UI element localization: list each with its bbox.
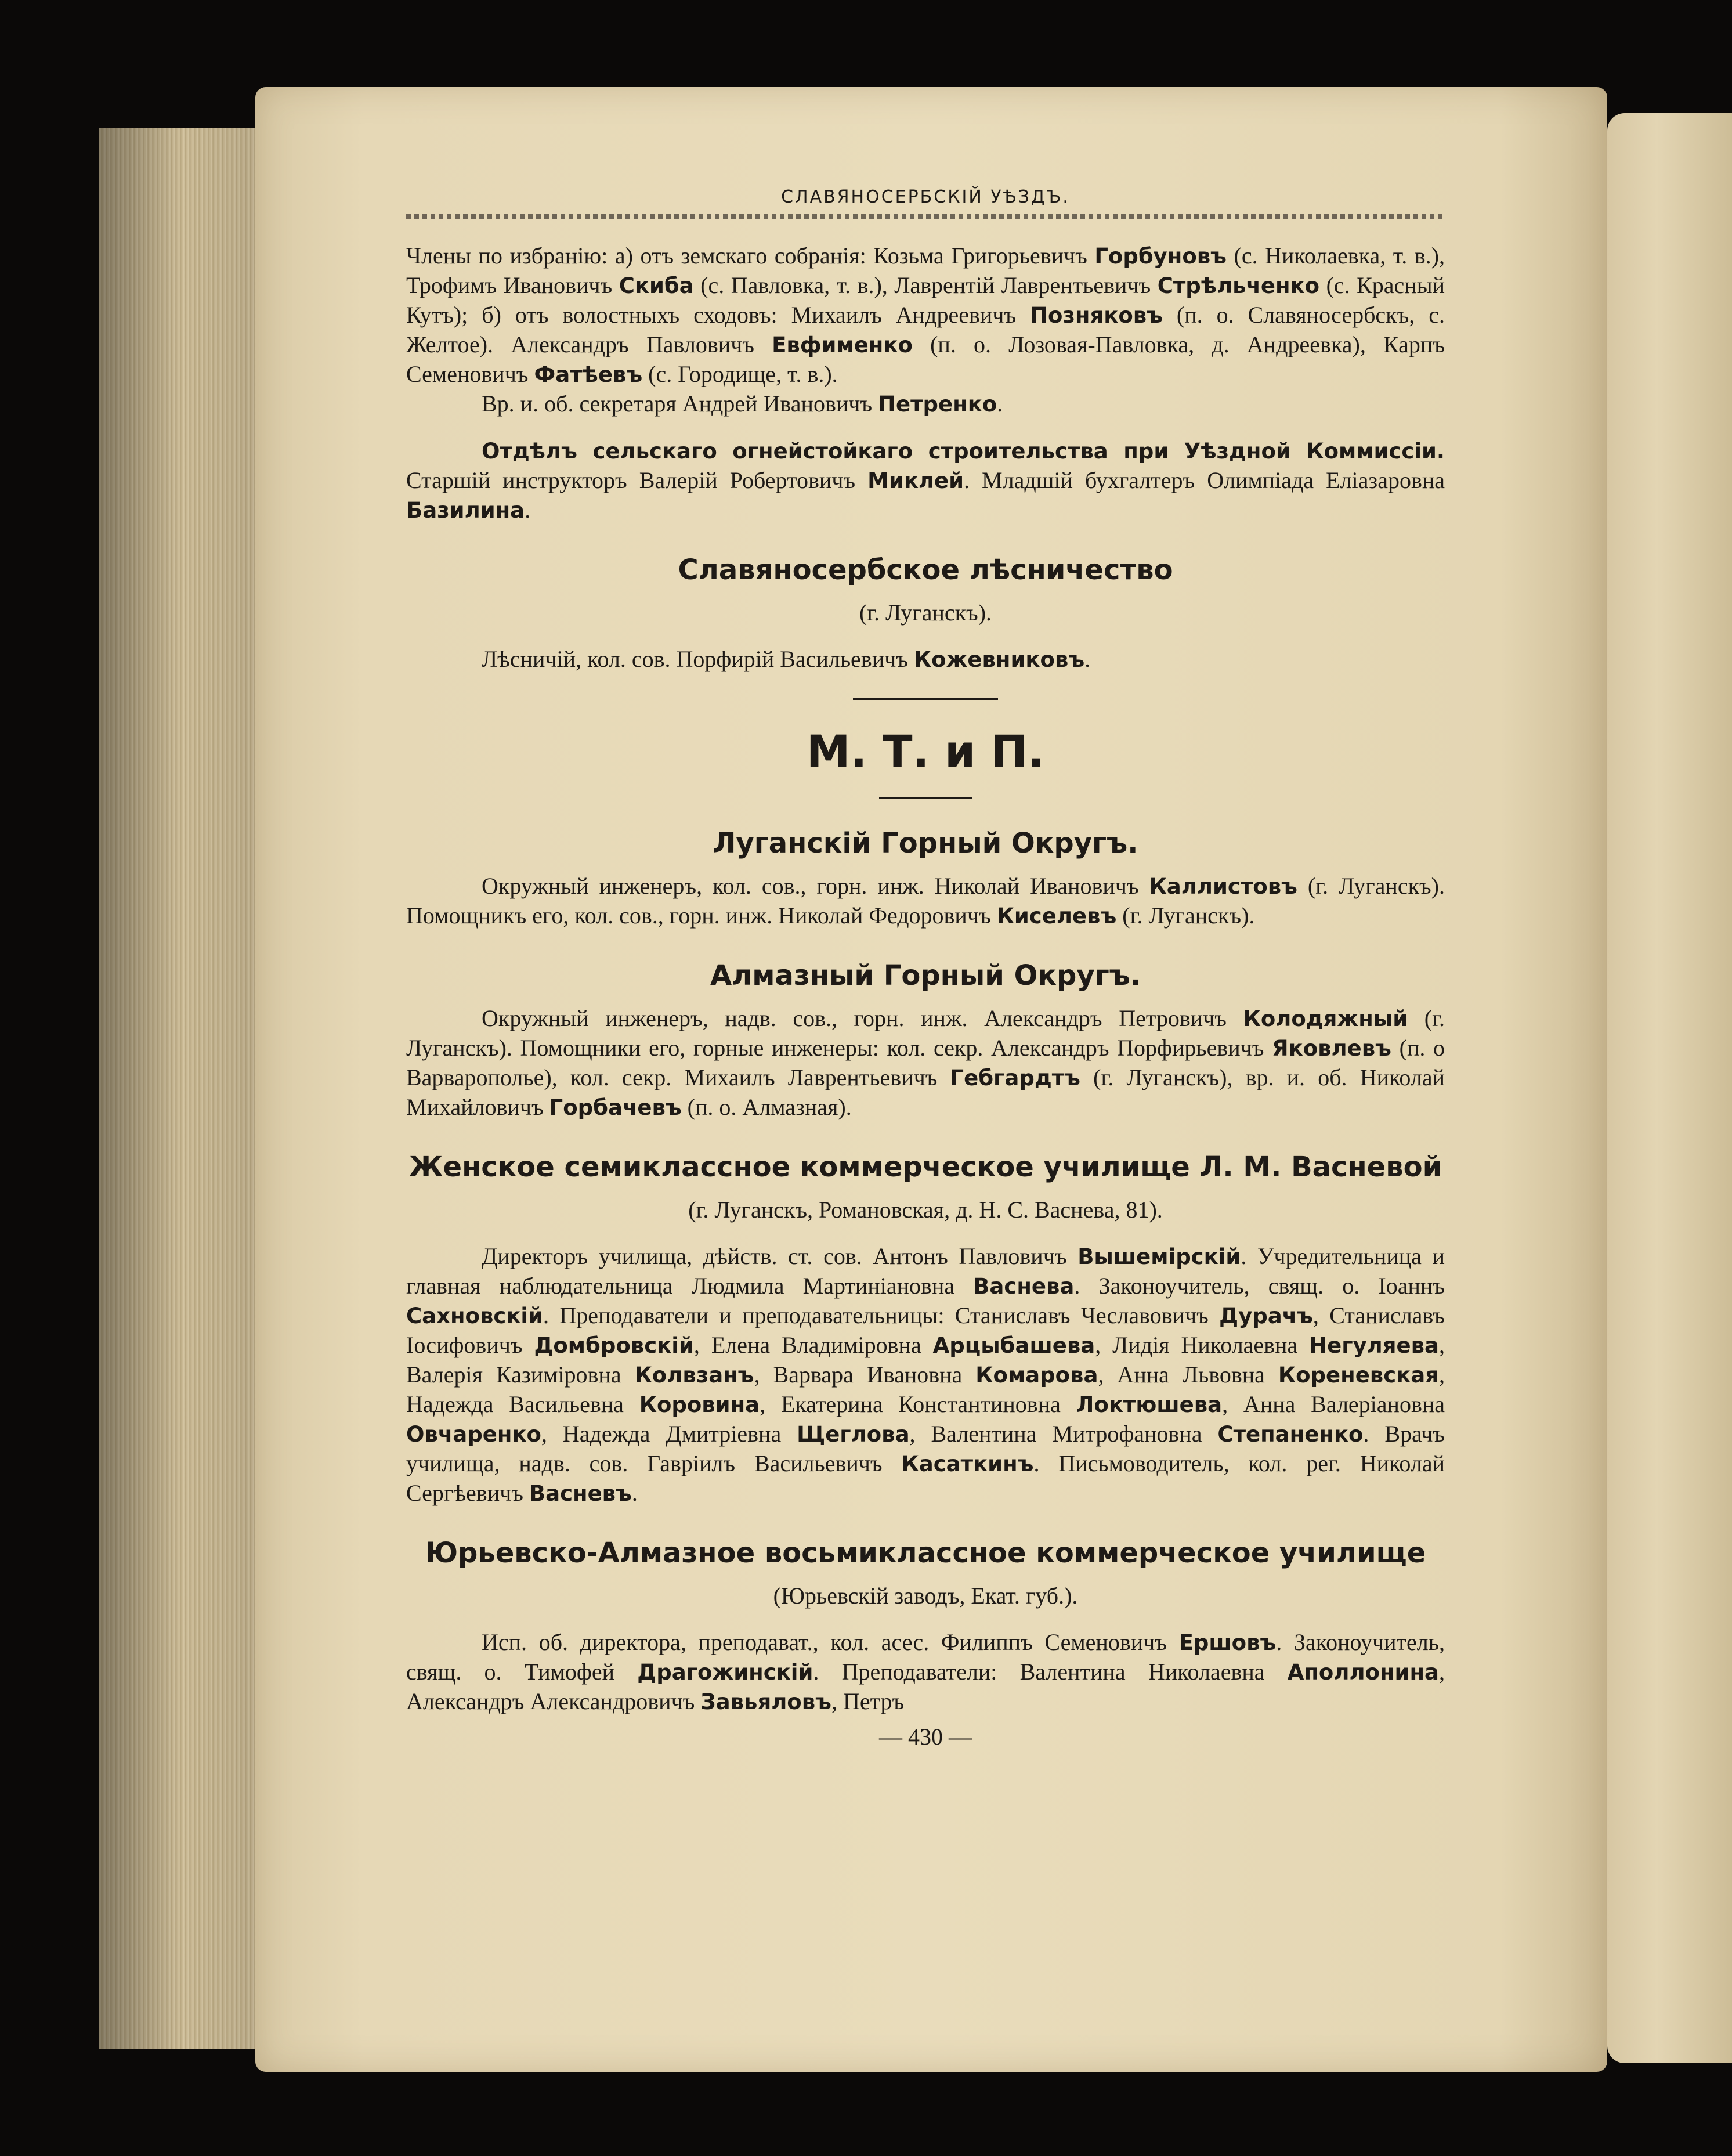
bold-name: Киселевъ xyxy=(996,904,1117,929)
bold-name: Домбровскій xyxy=(534,1333,694,1358)
text-run: Окружный инженеръ, надв. сов., горн. инж. Александръ Петровичъ xyxy=(482,1005,1243,1031)
text-run: . xyxy=(1084,646,1091,672)
lugansk-district-title: Луганскій Горный Округъ. xyxy=(713,827,1138,859)
bold-name: Комарова xyxy=(975,1363,1098,1388)
construction-department-paragraph xyxy=(406,436,1445,525)
text-run: , Александръ Александровичъ xyxy=(406,1659,1445,1714)
text-run: , Валентина Митрофановна xyxy=(909,1421,1218,1447)
text-run: (г. Луганскъ). xyxy=(1116,902,1255,929)
text-run: Вр. и. об. секретаря Андрей Ивановичъ xyxy=(482,391,878,417)
text-run: , Валерія Казиміровна xyxy=(406,1332,1445,1388)
text-run: (г. Луганскъ). Помощникъ его, кол. сов., горн. инж. Николай Федоровичъ xyxy=(406,873,1445,929)
secretary-paragraph xyxy=(406,389,1445,419)
bold-name: Негуляева xyxy=(1309,1333,1439,1358)
bold-name: Горбуновъ xyxy=(1094,244,1227,269)
forestry-text xyxy=(406,645,1445,674)
text-run: (с. Николаевка, т. в.), Трофимъ Ивановичъ xyxy=(406,243,1445,298)
almaz-district-title: Алмазный Горный Округъ. xyxy=(710,959,1141,992)
bold-name: Миклей xyxy=(867,468,964,493)
bold-name: Овчаренко xyxy=(406,1422,541,1447)
text-run: Старшій инструкторъ Валерій Робертовичъ xyxy=(406,467,868,493)
bold-name: Степаненко xyxy=(1217,1422,1364,1447)
bold-name: Ершовъ xyxy=(1178,1630,1277,1655)
text-run: . xyxy=(631,1480,638,1506)
text-run: Директоръ училища, дѣйств. ст. сов. Антонъ Павловичъ xyxy=(482,1243,1078,1269)
text-run: . Врачъ училища, надв. сов. Гавріилъ Васильевичъ xyxy=(406,1421,1445,1476)
text-run: . Законоучитель, свящ. о. Тимофей xyxy=(406,1629,1445,1685)
text-run: (г. Луганскъ), вр. и. об. Николай Михайловичъ xyxy=(406,1064,1445,1120)
text-run: (п. о. Славяносербскъ, с. Желтое). Александръ Павловичъ xyxy=(406,302,1445,357)
text-run: . Преподаватели: Валентина Николаевна xyxy=(813,1659,1288,1685)
ministry-divider xyxy=(879,797,972,799)
bold-name: Васнева xyxy=(973,1274,1075,1299)
bold-name: Гебгардтъ xyxy=(950,1066,1080,1090)
lugansk-district-text xyxy=(406,872,1445,931)
text-run: , Надежда Дмитріевна xyxy=(541,1421,797,1447)
text-run: (с. Красный Кутъ); б) отъ волостныхъ сходовъ: Михаилъ Андреевичъ xyxy=(406,272,1445,328)
bold-name: Касаткинъ xyxy=(901,1451,1034,1476)
vasneva-school-title: Женское семиклассное коммерческое училище Л. М. Васневой xyxy=(408,1151,1442,1183)
bold-name: Кореневская xyxy=(1278,1363,1439,1388)
text-run: , Елена Владиміровна xyxy=(693,1332,933,1358)
section-divider xyxy=(853,698,998,700)
vasneva-school-address: (г. Луганскъ, Романовская, д. Н. С. Васнева, 81). xyxy=(688,1197,1163,1223)
bold-name: Стрѣльченко xyxy=(1157,273,1320,298)
almaz-district-text xyxy=(406,1004,1445,1122)
text-run: , Надежда Васильевна xyxy=(406,1362,1445,1417)
bold-name: Отдѣлъ сельскаго огнейстойкаго строительства при Уѣздной Коммиссіи. xyxy=(482,439,1445,464)
bold-name: Скиба xyxy=(619,273,694,298)
bold-name: Каллистовъ xyxy=(1149,874,1297,899)
text-run: , Анна Валеріановна xyxy=(1222,1391,1445,1417)
bold-name: Вышемірскій xyxy=(1077,1244,1241,1269)
ministry-heading: М. Т. и П. xyxy=(806,725,1045,777)
bold-name: Арцыбашева xyxy=(932,1333,1095,1358)
bold-name: Дурачъ xyxy=(1219,1303,1313,1328)
bold-name: Драгожинскій xyxy=(637,1660,813,1685)
bold-name: Аполлонина xyxy=(1287,1660,1439,1685)
forestry-address: (г. Луганскъ). xyxy=(859,600,992,626)
text-run: , Станиславъ Іосифовичъ xyxy=(406,1302,1445,1358)
text-run: . Младшій бухгалтеръ Олимпіада Еліазаровна xyxy=(964,467,1445,493)
text-run: . Преподаватели и преподавательницы: Станиславъ Чеславовичъ xyxy=(543,1302,1220,1328)
bold-name: Васневъ xyxy=(529,1481,632,1506)
text-run: (г. Луганскъ). Помощники его, горные инженеры: кол. секр. Александръ Порфирьевичъ xyxy=(406,1005,1445,1061)
yurievsk-school-address: (Юрьевскій заводъ, Екат. губ.). xyxy=(773,1583,1078,1609)
text-run: (с. Городище, т. в.). xyxy=(642,361,838,387)
forestry-title: Славяносербское лѣсничество xyxy=(678,554,1173,586)
page-number: — 430 — xyxy=(879,1724,972,1750)
text-run: Окружный инженеръ, кол. сов., горн. инж. Николай Ивановичъ xyxy=(482,873,1149,899)
text-run: . Законоучитель, свящ. о. Іоаннъ xyxy=(1074,1273,1445,1299)
text-run: Лѣсничій, кол. сов. Порфирій Васильевичъ xyxy=(482,646,914,672)
bold-name: Петренко xyxy=(878,392,997,417)
text-run: (п. о. Лозовая-Павловка, д. Андреевка), Карпъ Семеновичъ xyxy=(406,331,1445,387)
bold-name: Сахновскій xyxy=(406,1303,544,1328)
bold-name: Горбачевъ xyxy=(549,1095,682,1120)
bold-name: Базилина xyxy=(406,498,525,523)
text-run: , Анна Львовна xyxy=(1098,1362,1278,1388)
bold-name: Фатѣевъ xyxy=(534,362,643,387)
text-run: . Письмоводитель, кол. рег. Николай Сергѣевичъ xyxy=(406,1450,1445,1506)
facing-page-edge xyxy=(1607,113,1732,2063)
text-run: , Екатерина Константиновна xyxy=(760,1391,1076,1417)
bold-name: Яковлевъ xyxy=(1272,1036,1391,1061)
text-run: . xyxy=(997,391,1003,417)
bold-name: Колвзанъ xyxy=(634,1363,754,1388)
text-run: (п. о. Алмазная). xyxy=(681,1094,852,1120)
bold-name: Евфименко xyxy=(772,333,913,357)
text-run: . xyxy=(525,497,531,523)
bold-name: Кожевниковъ xyxy=(913,647,1085,672)
text-run: (с. Павловка, т. в.), Лаврентій Лаврентьевичъ xyxy=(693,272,1158,298)
bold-name: Коровина xyxy=(639,1392,760,1417)
yurievsk-school-text xyxy=(406,1628,1445,1717)
text-run: , Лидія Николаевна xyxy=(1095,1332,1310,1358)
header-rule xyxy=(406,214,1445,219)
yurievsk-school-title: Юрьевско-Алмазное восьмиклассное коммерческое училище xyxy=(425,1537,1426,1569)
text-run: (п. о Варварополье), кол. секр. Михаилъ Лаврентьевичъ xyxy=(406,1035,1445,1090)
text-run: , Варвара Ивановна xyxy=(754,1362,976,1388)
bold-name: Позняковъ xyxy=(1030,303,1163,328)
bold-name: Локтюшева xyxy=(1076,1392,1223,1417)
running-head: СЛАВЯНОСЕРБСКІЙ УѢЗДЪ. xyxy=(781,187,1070,207)
page-content xyxy=(406,186,1445,1751)
vasneva-school-text xyxy=(406,1242,1445,1508)
bold-name: Щеглова xyxy=(797,1422,910,1447)
text-run: . Учредительница и главная наблюдательница Людмила Мартиніановна xyxy=(406,1243,1445,1299)
text-run: Члены по избранію: а) отъ земскаго собранія: Козьма Григорьевичъ xyxy=(406,243,1095,269)
bold-name: Завьяловъ xyxy=(700,1689,831,1714)
text-run: , Петръ xyxy=(831,1688,905,1714)
bold-name: Колодяжный xyxy=(1243,1006,1408,1031)
council-members-paragraph xyxy=(406,241,1445,389)
text-run: Исп. об. директора, преподават., кол. асес. Филиппъ Семеновичъ xyxy=(482,1629,1179,1655)
